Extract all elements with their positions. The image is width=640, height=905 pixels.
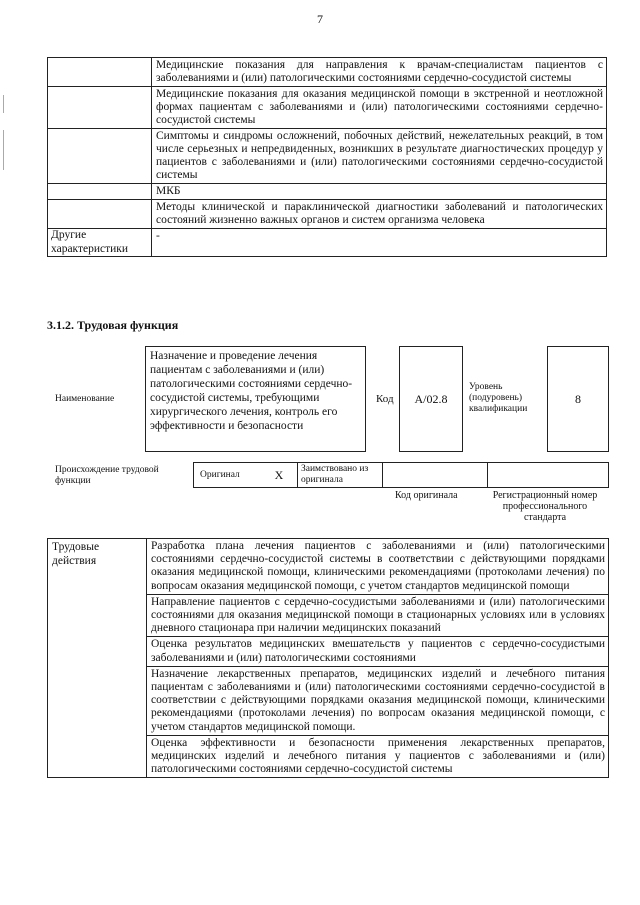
function-name: Назначение и проведение лечения пациентам с заболеваниями и (или) патологическими состояниями сердечно-сосудистой системы, требующими хирургического лечения, контроль его эффективности и безопасности bbox=[145, 346, 366, 452]
row-label bbox=[48, 129, 152, 184]
row-text: МКБ bbox=[152, 184, 607, 200]
row-text: Медицинские показания для направления к врачам-специалистам пациентов с заболеваниями и (или) патологическими состояниями сердечно-сосудистой системы bbox=[152, 58, 607, 87]
scan-margin-mark bbox=[3, 130, 4, 170]
origin-label: Происхождение трудовой функции bbox=[55, 465, 159, 486]
row-text: Методы клинической и параклинической диагностики заболеваний и патологических состояний жизненно важных органов и систем организма человека bbox=[152, 200, 607, 229]
table-row bbox=[48, 87, 607, 129]
row-text: Медицинские показания для оказания медицинской помощи в экстренной и неотложной формах пациентам с заболеваниями и (или) патологическими состояниями сердечно-сосудистой системы bbox=[152, 87, 607, 129]
row-label bbox=[48, 58, 152, 87]
original-code-cell bbox=[383, 463, 488, 488]
original-label: Оригинал bbox=[194, 463, 262, 488]
action-item: Оценка результатов медицинских вмешательств у пациентов с сердечно-сосудистыми заболеваниями и (или) патологическими состояниями bbox=[147, 637, 609, 666]
labor-actions-label: Трудовые действия bbox=[48, 539, 147, 778]
section-heading: 3.1.2. Трудовая функция bbox=[47, 318, 179, 332]
qualification-level: 8 bbox=[547, 346, 609, 452]
level-label: Уровень (подуровень) квалификации bbox=[469, 382, 528, 414]
registration-caption: Регистрационный номер профессионального стандарта bbox=[492, 490, 598, 523]
registration-number-cell bbox=[488, 463, 609, 488]
action-item: Направление пациентов с сердечно-сосудистыми заболеваниями и (или) патологическими состояниями для оказания медицинской помощи в стационарных условиях или в условиях дневного стационара при наличии медицинских показаний bbox=[147, 594, 609, 637]
row-label: Другие характеристики bbox=[48, 229, 152, 257]
row-text: Симптомы и синдромы осложнений, побочных действий, нежелательных реакций, в том числе серьезных и непредвиденных, возникших в результате диагностических процедур у пациентов с заболеваниями и (или) патологическими состояниями сердечно-сосудистой системы bbox=[152, 129, 607, 184]
page-number: 7 bbox=[317, 12, 323, 26]
action-item: Назначение лекарственных препаратов, медицинских изделий и лечебного питания пациентам с заболеваниями и (или) патологическими состояниями сердечно-сосудистой в соответствии с действующими порядками оказания медицинской помощи, клиническими рекомендациями (протоколами лечения) по вопросам оказания медицинской помощи, с учетом стандартов медицинской помощи. bbox=[147, 666, 609, 735]
row-label bbox=[48, 200, 152, 229]
table-row bbox=[48, 539, 609, 595]
row-label bbox=[48, 87, 152, 129]
table-row bbox=[48, 129, 607, 184]
code-original-caption: Код оригинала bbox=[395, 490, 458, 501]
action-item: Оценка эффективности и безопасности применения лекарственных препаратов, медицинских изделий и лечебного питания у пациентов с заболеваниями и (или) патологическими состояниями сердечно-сосудистой системы bbox=[147, 735, 609, 778]
action-item: Разработка плана лечения пациентов с заболеваниями и (или) патологическими состояниями сердечно-сосудистой системы в соответствии с действующими порядками оказания медицинской помощи, клиническими рекомендациями (протоколами лечения) по вопросам оказания медицинской помощи, с учетом стандартов медицинской помощи bbox=[147, 539, 609, 595]
code-label: Код bbox=[376, 393, 394, 405]
table-row bbox=[48, 200, 607, 229]
row-text: - bbox=[152, 229, 607, 257]
table-row bbox=[48, 184, 607, 200]
row-label bbox=[48, 184, 152, 200]
table-row bbox=[194, 463, 609, 488]
original-mark: X bbox=[261, 463, 298, 488]
knowledge-table bbox=[47, 57, 607, 257]
origin-table bbox=[193, 462, 609, 488]
name-label: Наименование bbox=[55, 394, 115, 404]
table-row bbox=[48, 229, 607, 257]
table-row bbox=[48, 58, 607, 87]
scan-margin-mark bbox=[3, 95, 4, 113]
function-code: A/02.8 bbox=[399, 346, 463, 452]
labor-actions-table bbox=[47, 538, 609, 778]
borrowed-label: Заимствовано из оригинала bbox=[298, 463, 383, 488]
